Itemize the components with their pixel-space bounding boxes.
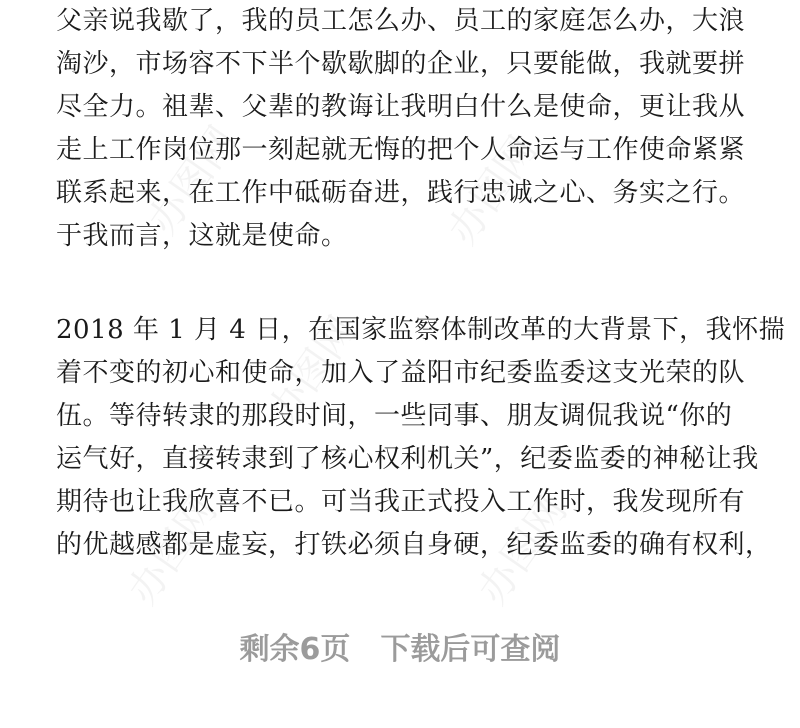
paragraph-1 <box>56 0 746 258</box>
watermark: 办图网 <box>469 488 577 613</box>
download-to-read-more-button[interactable] <box>0 620 800 680</box>
watermark: 办图网 <box>119 488 227 613</box>
remaining-pages-label: 剩余6页 <box>239 632 351 667</box>
text-line: 联系起来，在工作中砥砺奋进，践行忠诚之心、务实之行。 <box>56 178 746 208</box>
text-line: 父亲说我歇了，我的员工怎么办、员工的家庭怎么办，大浪 <box>56 6 746 36</box>
text-line: 尽全力。祖辈、父辈的教诲让我明白什么是使命，更让我从 <box>56 92 746 122</box>
text-line: 走上工作岗位那一刻起就无悔的把个人命运与工作使命紧紧 <box>56 135 746 165</box>
watermark: 办图网 <box>259 308 367 433</box>
text-line: 期待也让我欣喜不已。可当我正式投入工作时，我发现所有 <box>56 487 746 517</box>
text-line: 运气好，直接转隶到了核心权利机关”，纪委监委的神秘让我 <box>56 444 759 474</box>
text-line: 2018 年 1 月 4 日，在国家监察体制改革的大背景下，我怀揣 <box>56 315 786 345</box>
text-line: 伍。等待转隶的那段时间，一些同事、朋友调侃我说“你的 <box>56 401 733 431</box>
text-line: 的优越感都是虚妄，打铁必须自身硬，纪委监委的确有权利， <box>56 530 772 560</box>
download-prompt-label: 下载后可查阅 <box>380 632 561 667</box>
paragraph-2 <box>56 309 786 567</box>
text-line: 着不变的初心和使命，加入了益阳市纪委监委这支光荣的队 <box>56 358 746 388</box>
watermark: 办图网 <box>439 128 547 253</box>
text-line: 于我而言，这就是使命。 <box>56 221 348 251</box>
text-line: 淘沙，市场容不下半个歇歇脚的企业，只要能做，我就要拼 <box>56 49 746 79</box>
watermark: 办图网 <box>139 118 247 243</box>
